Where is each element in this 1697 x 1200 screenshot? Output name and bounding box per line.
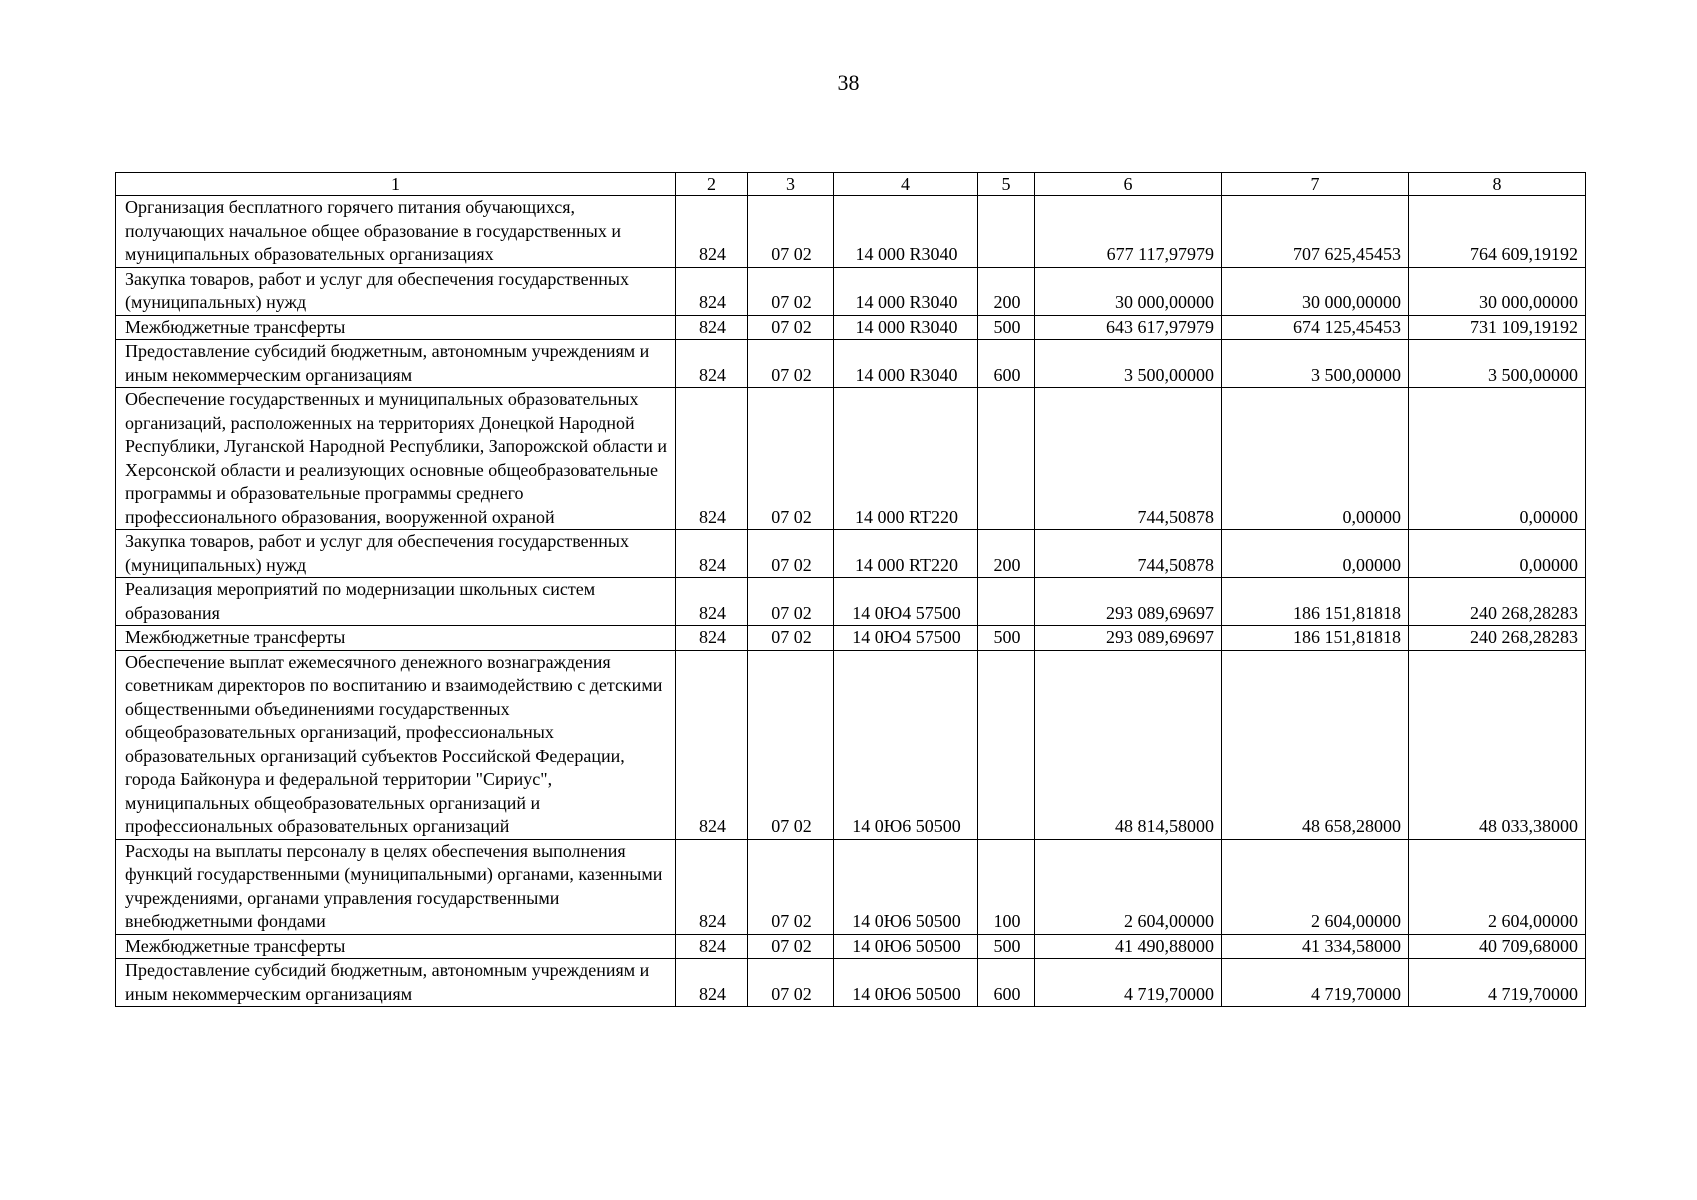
expense-type-code <box>978 578 1035 626</box>
amount-col-8: 40 709,68000 <box>1409 934 1586 959</box>
row-description: Обеспечение государственных и муниципальных образовательных организаций, расположенных на территориях Донецкой Народной Республики, Луганской Народной Республики, Запорожской области и Херсонской области и реализующих основные общеобразовательные программы и образовательные программы среднего профессионального образования, вооруженной охраной <box>116 388 676 530</box>
table-row <box>116 340 1586 388</box>
amount-col-8: 240 268,28283 <box>1409 578 1586 626</box>
table-row <box>116 388 1586 530</box>
amount-col-6: 48 814,58000 <box>1035 650 1222 839</box>
amount-col-6: 4 719,70000 <box>1035 959 1222 1007</box>
target-article-code: 14 000 RT220 <box>834 388 978 530</box>
target-article-code: 14 0Ю6 50500 <box>834 959 978 1007</box>
amount-col-7: 48 658,28000 <box>1222 650 1409 839</box>
target-article-code: 14 000 R3040 <box>834 340 978 388</box>
table-row <box>116 578 1586 626</box>
amount-col-7: 30 000,00000 <box>1222 267 1409 315</box>
ministry-code: 824 <box>676 196 748 268</box>
row-description: Закупка товаров, работ и услуг для обеспечения государственных (муниципальных) нужд <box>116 267 676 315</box>
expense-type-code: 100 <box>978 839 1035 934</box>
header-cell: 6 <box>1035 173 1222 196</box>
expense-type-code <box>978 650 1035 839</box>
amount-col-7: 41 334,58000 <box>1222 934 1409 959</box>
ministry-code: 824 <box>676 267 748 315</box>
amount-col-6: 643 617,97979 <box>1035 315 1222 340</box>
header-cell: 1 <box>116 173 676 196</box>
table-row <box>116 650 1586 839</box>
target-article-code: 14 0Ю4 57500 <box>834 626 978 651</box>
amount-col-7: 0,00000 <box>1222 388 1409 530</box>
table-body <box>116 173 1586 1007</box>
ministry-code: 824 <box>676 839 748 934</box>
row-description: Межбюджетные трансферты <box>116 315 676 340</box>
amount-col-8: 3 500,00000 <box>1409 340 1586 388</box>
budget-table <box>115 172 1586 1007</box>
table-row <box>116 315 1586 340</box>
amount-col-8: 2 604,00000 <box>1409 839 1586 934</box>
header-cell: 3 <box>748 173 834 196</box>
section-code: 07 02 <box>748 530 834 578</box>
amount-col-8: 48 033,38000 <box>1409 650 1586 839</box>
ministry-code: 824 <box>676 959 748 1007</box>
expense-type-code: 500 <box>978 626 1035 651</box>
table-row <box>116 934 1586 959</box>
section-code: 07 02 <box>748 839 834 934</box>
ministry-code: 824 <box>676 340 748 388</box>
row-description: Организация бесплатного горячего питания обучающихся, получающих начальное общее образование в государственных и муниципальных образовательных организациях <box>116 196 676 268</box>
target-article-code: 14 0Ю6 50500 <box>834 839 978 934</box>
ministry-code: 824 <box>676 315 748 340</box>
amount-col-8: 30 000,00000 <box>1409 267 1586 315</box>
row-description: Реализация мероприятий по модернизации школьных систем образования <box>116 578 676 626</box>
section-code: 07 02 <box>748 196 834 268</box>
section-code: 07 02 <box>748 315 834 340</box>
row-description: Межбюджетные трансферты <box>116 934 676 959</box>
header-cell: 8 <box>1409 173 1586 196</box>
target-article-code: 14 0Ю6 50500 <box>834 650 978 839</box>
header-cell: 4 <box>834 173 978 196</box>
amount-col-7: 707 625,45453 <box>1222 196 1409 268</box>
table-row <box>116 196 1586 268</box>
row-description: Расходы на выплаты персоналу в целях обеспечения выполнения функций государственными (муниципальными) органами, казенными учреждениями, органами управления государственными внебюджетными фондами <box>116 839 676 934</box>
amount-col-6: 744,50878 <box>1035 388 1222 530</box>
amount-col-6: 677 117,97979 <box>1035 196 1222 268</box>
section-code: 07 02 <box>748 934 834 959</box>
ministry-code: 824 <box>676 388 748 530</box>
amount-col-6: 744,50878 <box>1035 530 1222 578</box>
ministry-code: 824 <box>676 934 748 959</box>
header-cell: 2 <box>676 173 748 196</box>
expense-type-code <box>978 388 1035 530</box>
expense-type-code: 600 <box>978 959 1035 1007</box>
row-description: Предоставление субсидий бюджетным, автономным учреждениям и иным некоммерческим организациям <box>116 340 676 388</box>
amount-col-8: 764 609,19192 <box>1409 196 1586 268</box>
row-description: Обеспечение выплат ежемесячного денежного вознаграждения советникам директоров по воспитанию и взаимодействию с детскими общественными объединениями государственных общеобразовательных организаций, профессиональных образовательных организаций субъектов Российской Федерации, города Байконура и федеральной территории "Сириус", муниципальных общеобразовательных организаций и профессиональных образовательных организаций <box>116 650 676 839</box>
expense-type-code: 500 <box>978 934 1035 959</box>
section-code: 07 02 <box>748 578 834 626</box>
target-article-code: 14 000 RT220 <box>834 530 978 578</box>
section-code: 07 02 <box>748 959 834 1007</box>
table-row <box>116 626 1586 651</box>
amount-col-7: 186 151,81818 <box>1222 626 1409 651</box>
amount-col-7: 0,00000 <box>1222 530 1409 578</box>
section-code: 07 02 <box>748 267 834 315</box>
table-row <box>116 530 1586 578</box>
row-description: Межбюджетные трансферты <box>116 626 676 651</box>
header-cell: 5 <box>978 173 1035 196</box>
header-cell: 7 <box>1222 173 1409 196</box>
amount-col-8: 0,00000 <box>1409 530 1586 578</box>
target-article-code: 14 0Ю6 50500 <box>834 934 978 959</box>
amount-col-8: 240 268,28283 <box>1409 626 1586 651</box>
amount-col-7: 3 500,00000 <box>1222 340 1409 388</box>
target-article-code: 14 0Ю4 57500 <box>834 578 978 626</box>
expense-type-code: 600 <box>978 340 1035 388</box>
section-code: 07 02 <box>748 340 834 388</box>
amount-col-7: 186 151,81818 <box>1222 578 1409 626</box>
amount-col-6: 2 604,00000 <box>1035 839 1222 934</box>
amount-col-6: 41 490,88000 <box>1035 934 1222 959</box>
expense-type-code: 200 <box>978 267 1035 315</box>
amount-col-8: 0,00000 <box>1409 388 1586 530</box>
amount-col-8: 4 719,70000 <box>1409 959 1586 1007</box>
target-article-code: 14 000 R3040 <box>834 315 978 340</box>
ministry-code: 824 <box>676 578 748 626</box>
table-row <box>116 267 1586 315</box>
page-number: 38 <box>837 70 860 95</box>
amount-col-7: 674 125,45453 <box>1222 315 1409 340</box>
table-row <box>116 959 1586 1007</box>
expense-type-code: 200 <box>978 530 1035 578</box>
target-article-code: 14 000 R3040 <box>834 267 978 315</box>
target-article-code: 14 000 R3040 <box>834 196 978 268</box>
ministry-code: 824 <box>676 650 748 839</box>
expense-type-code: 500 <box>978 315 1035 340</box>
ministry-code: 824 <box>676 530 748 578</box>
amount-col-7: 2 604,00000 <box>1222 839 1409 934</box>
header-row <box>116 173 1586 196</box>
expense-type-code <box>978 196 1035 268</box>
row-description: Закупка товаров, работ и услуг для обеспечения государственных (муниципальных) нужд <box>116 530 676 578</box>
ministry-code: 824 <box>676 626 748 651</box>
row-description: Предоставление субсидий бюджетным, автономным учреждениям и иным некоммерческим организациям <box>116 959 676 1007</box>
section-code: 07 02 <box>748 626 834 651</box>
amount-col-6: 293 089,69697 <box>1035 626 1222 651</box>
amount-col-6: 3 500,00000 <box>1035 340 1222 388</box>
amount-col-7: 4 719,70000 <box>1222 959 1409 1007</box>
amount-col-6: 30 000,00000 <box>1035 267 1222 315</box>
table-row <box>116 839 1586 934</box>
section-code: 07 02 <box>748 650 834 839</box>
section-code: 07 02 <box>748 388 834 530</box>
amount-col-6: 293 089,69697 <box>1035 578 1222 626</box>
amount-col-8: 731 109,19192 <box>1409 315 1586 340</box>
